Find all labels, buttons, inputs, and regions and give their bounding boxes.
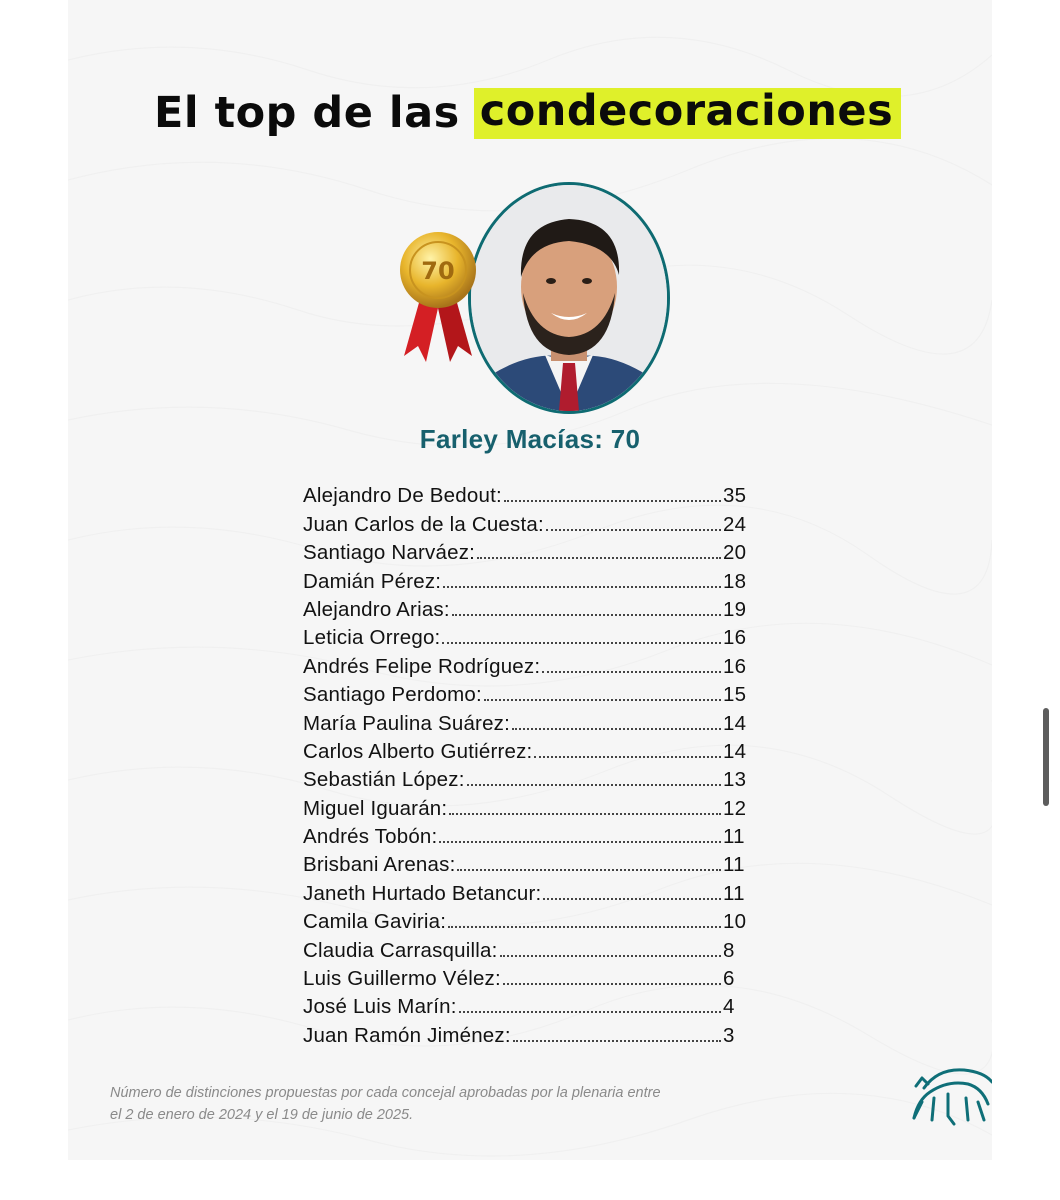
councillor-count: 16 xyxy=(723,654,747,678)
footnote: Número de distinciones propuestas por cada concejal aprobadas por la plenaria entre el 2 de enero de 2024 y el 19 de junio de 2025. xyxy=(110,1085,661,1123)
councillor-count: 4 xyxy=(723,995,735,1019)
list-item xyxy=(303,508,753,536)
councillor-count: 3 xyxy=(723,1023,735,1047)
councillor-count: 11 xyxy=(723,825,745,849)
list-item xyxy=(303,565,753,593)
councillor-count: 11 xyxy=(723,853,745,877)
councillor-count: 20 xyxy=(723,541,747,565)
list-item xyxy=(303,622,753,650)
list-item xyxy=(303,849,753,877)
leader-dots xyxy=(457,869,721,871)
list-item xyxy=(303,650,753,678)
councillor-count: 8 xyxy=(723,938,735,962)
councillor-name: Carlos Alberto Gutiérrez: xyxy=(303,739,533,763)
leader-dots xyxy=(543,898,721,900)
medal-number: 70 xyxy=(421,257,455,285)
councillor-name: Juan Ramón Jiménez: xyxy=(303,1023,511,1047)
councillor-count: 15 xyxy=(723,683,747,707)
councillor-count: 16 xyxy=(723,626,747,650)
winner-label: Farley Macías: 70 xyxy=(419,424,641,454)
gold-medal-icon xyxy=(396,228,480,368)
councillor-count: 35 xyxy=(723,484,747,508)
leader-dots xyxy=(477,557,721,559)
leader-dots xyxy=(439,841,721,843)
list-item xyxy=(303,480,753,508)
councillor-name: Santiago Perdomo: xyxy=(303,683,482,707)
list-item xyxy=(303,991,753,1019)
councillor-count: 14 xyxy=(723,739,747,763)
leader-dots xyxy=(452,614,721,616)
scrollbar-thumb[interactable] xyxy=(1043,708,1049,806)
portrait-illustration xyxy=(471,185,667,411)
councillor-name: Santiago Narváez: xyxy=(303,541,476,565)
councillor-name: María Paulina Suárez: xyxy=(303,711,511,735)
leader-dots xyxy=(504,500,721,502)
councillor-name: Miguel Iguarán: xyxy=(303,796,448,820)
title-highlighted-text: condecoraciones xyxy=(474,88,901,139)
councillor-count: 18 xyxy=(723,569,747,593)
list-item xyxy=(303,594,753,622)
leader-dots xyxy=(546,529,721,531)
armadillo-logo-icon xyxy=(908,1058,992,1132)
leader-dots xyxy=(500,955,722,957)
leader-dots xyxy=(443,586,721,588)
list-item xyxy=(303,736,753,764)
leader-dots xyxy=(512,728,721,730)
leader-dots xyxy=(459,1011,721,1013)
leader-dots xyxy=(542,671,721,673)
leader-dots xyxy=(534,756,721,758)
list-item xyxy=(303,679,753,707)
councillor-count: 13 xyxy=(723,768,747,792)
councillor-count: 10 xyxy=(723,910,747,934)
winner-portrait xyxy=(468,182,670,414)
list-item xyxy=(303,906,753,934)
councillor-name: Sebastián López: xyxy=(303,768,465,792)
councillor-name: Janeth Hurtado Betancur: xyxy=(303,881,542,905)
councillor-name: Alejandro Arias: xyxy=(303,597,450,621)
councillor-name: Andrés Tobón: xyxy=(303,825,438,849)
ranking-list xyxy=(303,480,753,1048)
list-item xyxy=(303,934,753,962)
councillor-name: Camila Gaviria: xyxy=(303,910,447,934)
councillor-name: Damián Pérez: xyxy=(303,569,442,593)
leader-dots xyxy=(449,813,721,815)
leader-dots xyxy=(448,926,721,928)
infographic-page xyxy=(68,0,992,1160)
councillor-count: 14 xyxy=(723,711,747,735)
leader-dots xyxy=(442,642,721,644)
councillor-count: 6 xyxy=(723,967,735,991)
leader-dots xyxy=(513,1040,721,1042)
councillor-name: Leticia Orrego: xyxy=(303,626,441,650)
leader-dots xyxy=(484,699,721,701)
list-item xyxy=(303,1019,753,1047)
councillor-name: Claudia Carrasquilla: xyxy=(303,938,498,962)
councillor-count: 11 xyxy=(723,881,745,905)
leader-dots xyxy=(467,784,721,786)
councillor-name: José Luis Marín: xyxy=(303,995,457,1019)
list-item xyxy=(303,821,753,849)
list-item xyxy=(303,792,753,820)
list-item xyxy=(303,877,753,905)
councillor-name: Andrés Felipe Rodríguez: xyxy=(303,654,541,678)
list-item xyxy=(303,764,753,792)
councillor-name: Luis Guillermo Vélez: xyxy=(303,967,501,991)
list-item xyxy=(303,537,753,565)
councillor-count: 24 xyxy=(723,512,747,536)
councillor-count: 19 xyxy=(723,597,747,621)
councillor-name: Brisbani Arenas: xyxy=(303,853,456,877)
councillor-name: Alejandro De Bedout: xyxy=(303,484,502,508)
page-title xyxy=(154,78,901,148)
list-item xyxy=(303,707,753,735)
leader-dots xyxy=(503,983,721,985)
councillor-count: 12 xyxy=(723,796,747,820)
list-item xyxy=(303,963,753,991)
councillor-name: Juan Carlos de la Cuesta: xyxy=(303,512,544,536)
title-plain-text: El top de las xyxy=(154,88,460,138)
